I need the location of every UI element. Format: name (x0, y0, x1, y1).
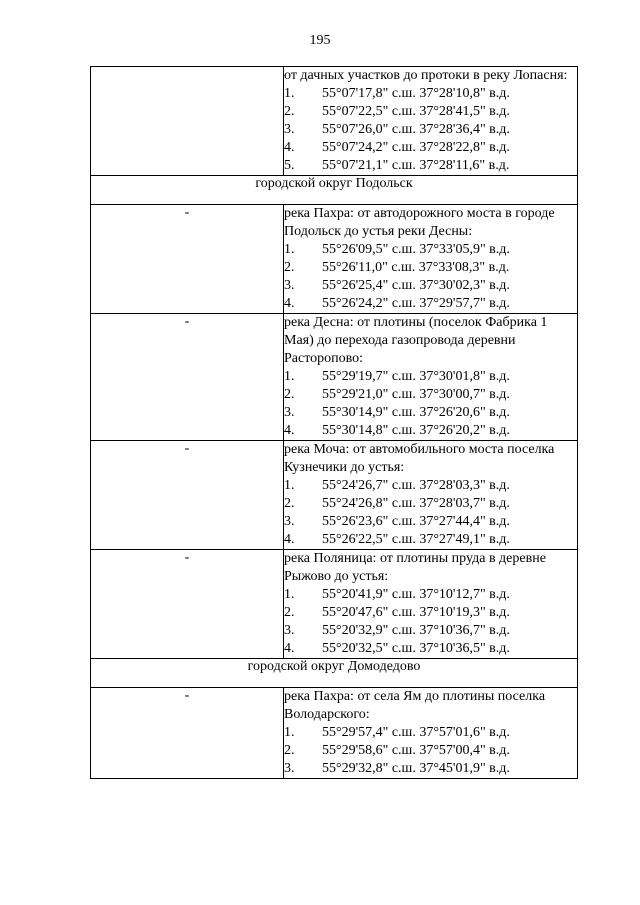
river-description: река Моча: от автомобильного моста поселка Кузнечики до устья: (284, 442, 555, 475)
coordinate-line (284, 386, 577, 404)
left-cell: - (91, 205, 284, 314)
description-cell (284, 688, 578, 779)
coordinate-value: 55°26'24,2" с.ш. 37°29'57,7" в.д. (322, 296, 510, 311)
coordinate-line (284, 121, 577, 139)
description-cell (284, 67, 578, 176)
coordinate-value: 55°26'23,6" с.ш. 37°27'44,4" в.д. (322, 514, 510, 529)
coordinate-value: 55°30'14,9" с.ш. 37°26'20,6" в.д. (322, 405, 510, 420)
left-cell: - (91, 550, 284, 659)
coordinate-number: 4. (284, 140, 295, 155)
coordinate-value: 55°20'47,6" с.ш. 37°10'19,3" в.д. (322, 605, 510, 620)
coordinate-line (284, 422, 577, 440)
coordinate-value: 55°20'32,9" с.ш. 37°10'36,7" в.д. (322, 623, 510, 638)
coordinate-number: 3. (284, 278, 295, 293)
left-cell (91, 67, 284, 176)
section-title: городской округ Подольск (91, 176, 578, 205)
left-cell: - (91, 688, 284, 779)
coordinate-number: 2. (284, 104, 295, 119)
coordinate-line (284, 277, 577, 295)
coordinate-number: 1. (284, 369, 295, 384)
section-row (91, 176, 578, 205)
coordinate-number: 3. (284, 122, 295, 137)
coordinate-line (284, 404, 577, 422)
coordinate-number: 1. (284, 242, 295, 257)
coordinate-value: 55°07'21,1" с.ш. 37°28'11,6" в.д. (322, 158, 510, 173)
coordinate-value: 55°20'32,5" с.ш. 37°10'36,5" в.д. (322, 641, 510, 656)
description-cell (284, 205, 578, 314)
coordinate-value: 55°24'26,8" с.ш. 37°28'03,7" в.д. (322, 496, 510, 511)
coordinate-number: 2. (284, 496, 295, 511)
description-cell (284, 441, 578, 550)
coordinate-line (284, 139, 577, 157)
coordinate-line (284, 760, 577, 778)
coordinate-value: 55°29'21,0" с.ш. 37°30'00,7" в.д. (322, 387, 510, 402)
document-table-body (91, 67, 578, 779)
coordinate-line (284, 622, 577, 640)
table-row (91, 550, 578, 659)
coordinate-number: 4. (284, 641, 295, 656)
river-description: река Пахра: от автодорожного моста в городе Подольск до устья реки Десны: (284, 206, 555, 239)
coordinate-value: 55°26'25,4" с.ш. 37°30'02,3" в.д. (322, 278, 510, 293)
coordinate-number: 3. (284, 761, 295, 776)
coordinate-line (284, 586, 577, 604)
coordinate-line (284, 259, 577, 277)
table-row (91, 67, 578, 176)
table-row (91, 205, 578, 314)
coordinate-number: 1. (284, 86, 295, 101)
coordinate-number: 2. (284, 605, 295, 620)
description-cell (284, 550, 578, 659)
coordinate-line (284, 477, 577, 495)
coordinate-value: 55°20'41,9" с.ш. 37°10'12,7" в.д. (322, 587, 510, 602)
coordinate-line (284, 295, 577, 313)
section-title: городской округ Домодедово (91, 659, 578, 688)
coordinate-line (284, 241, 577, 259)
coordinate-line (284, 85, 577, 103)
coordinate-value: 55°29'57,4" с.ш. 37°57'01,6" в.д. (322, 725, 510, 740)
coordinate-value: 55°07'26,0" с.ш. 37°28'36,4" в.д. (322, 122, 510, 137)
coordinate-line (284, 103, 577, 121)
river-description: река Поляница: от плотины пруда в деревне Рыжово до устья: (284, 551, 546, 584)
coordinate-number: 4. (284, 532, 295, 547)
coordinate-number: 1. (284, 587, 295, 602)
river-description: река Пахра: от села Ям до плотины поселка Володарского: (284, 689, 546, 722)
coordinate-line (284, 513, 577, 531)
coordinate-number: 4. (284, 423, 295, 438)
description-cell (284, 314, 578, 441)
document-table (90, 66, 578, 779)
river-description: от дачных участков до протоки в реку Лопасня: (284, 68, 568, 83)
table-row (91, 441, 578, 550)
coordinate-line (284, 495, 577, 513)
coordinate-value: 55°07'24,2" с.ш. 37°28'22,8" в.д. (322, 140, 510, 155)
river-description: река Десна: от плотины (поселок Фабрика 1 Мая) до перехода газопровода деревни Расторопово: (284, 315, 548, 366)
table-row (91, 314, 578, 441)
coordinate-number: 4. (284, 296, 295, 311)
coordinate-number: 1. (284, 478, 295, 493)
coordinate-number: 5. (284, 158, 295, 173)
coordinate-line (284, 531, 577, 549)
coordinate-line (284, 724, 577, 742)
left-cell: - (91, 314, 284, 441)
coordinate-number: 3. (284, 514, 295, 529)
coordinate-line (284, 604, 577, 622)
coordinate-number: 2. (284, 387, 295, 402)
coordinate-number: 3. (284, 405, 295, 420)
coordinate-value: 55°29'19,7" с.ш. 37°30'01,8" в.д. (322, 369, 510, 384)
table-row (91, 688, 578, 779)
coordinate-value: 55°26'09,5" с.ш. 37°33'05,9" в.д. (322, 242, 510, 257)
coordinate-value: 55°07'17,8" с.ш. 37°28'10,8" в.д. (322, 86, 510, 101)
coordinate-value: 55°29'32,8" с.ш. 37°45'01,9" в.д. (322, 761, 510, 776)
coordinate-value: 55°26'11,0" с.ш. 37°33'08,3" в.д. (322, 260, 510, 275)
coordinate-number: 2. (284, 743, 295, 758)
coordinate-number: 2. (284, 260, 295, 275)
coordinate-line (284, 157, 577, 175)
page-number: 195 (309, 33, 331, 48)
left-cell: - (91, 441, 284, 550)
coordinate-value: 55°29'58,6" с.ш. 37°57'00,4" в.д. (322, 743, 510, 758)
coordinate-value: 55°07'22,5" с.ш. 37°28'41,5" в.д. (322, 104, 510, 119)
coordinate-number: 1. (284, 725, 295, 740)
coordinate-number: 3. (284, 623, 295, 638)
coordinate-value: 55°26'22,5" с.ш. 37°27'49,1" в.д. (322, 532, 510, 547)
coordinate-line (284, 742, 577, 760)
coordinate-line (284, 368, 577, 386)
coordinate-line (284, 640, 577, 658)
coordinate-value: 55°30'14,8" с.ш. 37°26'20,2" в.д. (322, 423, 510, 438)
coordinate-value: 55°24'26,7" с.ш. 37°28'03,3" в.д. (322, 478, 510, 493)
section-row (91, 659, 578, 688)
